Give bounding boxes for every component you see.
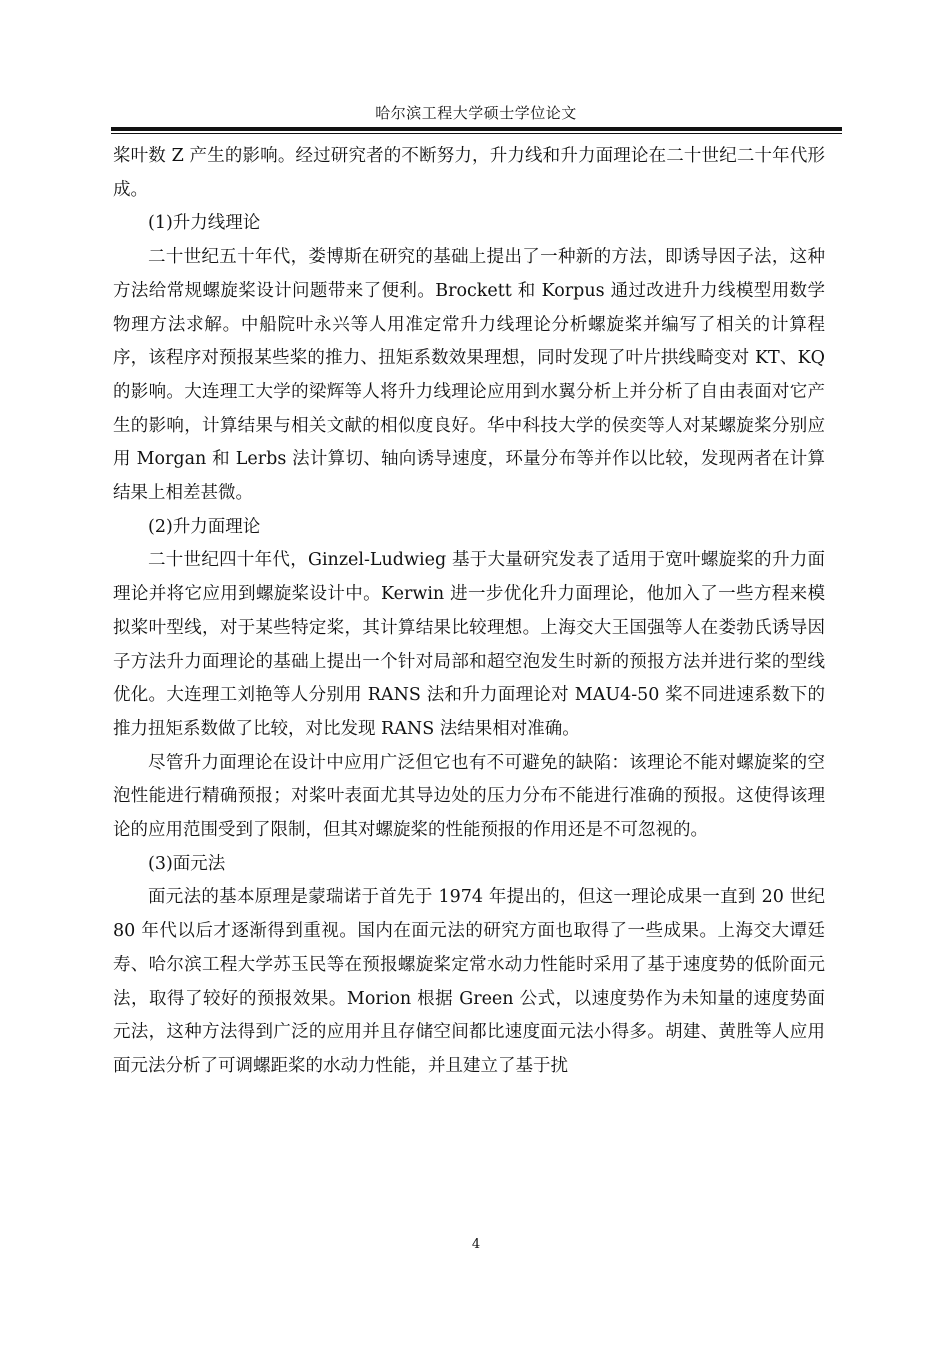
- paragraph: 尽管升力面理论在设计中应用广泛但它也有不可避免的缺陷：该理论不能对螺旋桨的空泡性能进行精确预报；对桨叶表面尤其导边处的压力分布不能进行准确的预报。这使得该理论的应用范围受到了限制，但其对螺旋桨的性能预报的作用还是不可忽视的。: [113, 752, 825, 841]
- paragraph: 桨叶数 Z 产生的影响。经过研究者的不断努力，升力线和升力面理论在二十世纪二十年代形成。: [113, 146, 825, 200]
- section-heading-lifting-surface: (2)升力面理论: [148, 516, 261, 537]
- header-rule-thick: [111, 127, 842, 131]
- paragraph: 面元法的基本原理是蒙瑞诺于首先于 1974 年提出的，但这一理论成果一直到 20 世纪 80 年代以后才逐渐得到重视。国内在面元法的研究方面也取得了一些成果。上海交大谭廷寿、哈尔滨工程大学苏玉民等在预报螺旋桨定常水动力性能时采用了基于速度势的低阶面元法，取得了较好的预报效果。Morion 根据 Green 公式，以速度势作为未知量的速度势面元法，这种方法得到广泛的应用并且存储空间都比速度面元法小得多。胡建、黄胜等人应用面元法分析了可调螺距桨的水动力性能，并且建立了基于扰: [113, 887, 825, 1076]
- body-text: [113, 140, 825, 1084]
- header-title: 哈尔滨工程大学硕士学位论文: [375, 104, 577, 122]
- header-rule-thin: [111, 133, 842, 134]
- page-number: 4: [471, 1237, 481, 1252]
- paragraph: 二十世纪五十年代，娄博斯在研究的基础上提出了一种新的方法，即诱导因子法，这种方法给常规螺旋桨设计问题带来了便利。Brockett 和 Korpus 通过改进升力线模型用数学物理方法求解。中船院叶永兴等人用准定常升力线理论分析螺旋桨并编写了相关的计算程序，该程序对预报某些桨的推力、扭矩系数效果理想，同时发现了叶片拱线畸变对 KT、KQ 的影响。大连理工大学的梁辉等人将升力线理论应用到水翼分析上并分析了自由表面对它产生的影响，计算结果与相关文献的相似度良好。华中科技大学的侯奕等人对某螺旋桨分别应用 Morgan 和 Lerbs 法计算切、轴向诱导速度，环量分布等并作以比较，发现两者在计算结果上相差甚微。: [113, 247, 825, 504]
- section-heading-panel-method: (3)面元法: [148, 853, 226, 874]
- section-heading-lifting-line: (1)升力线理论: [148, 213, 261, 234]
- paragraph: 二十世纪四十年代，Ginzel-Ludwieg 基于大量研究发表了适用于宽叶螺旋桨的升力面理论并将它应用到螺旋桨设计中。Kerwin 进一步优化升力面理论，他加入了一些方程来模拟桨叶型线，对于某些特定桨，其计算结果比较理想。上海交大王国强等人在娄勃氏诱导因子方法升力面理论的基础上提出一个针对局部和超空泡发生时新的预报方法并进行桨的型线优化。大连理工刘艳等人分别用 RANS 法和升力面理论对 MAU4-50 桨不同进速系数下的推力扭矩系数做了比较，对比发现 RANS 法结果相对准确。: [113, 550, 825, 739]
